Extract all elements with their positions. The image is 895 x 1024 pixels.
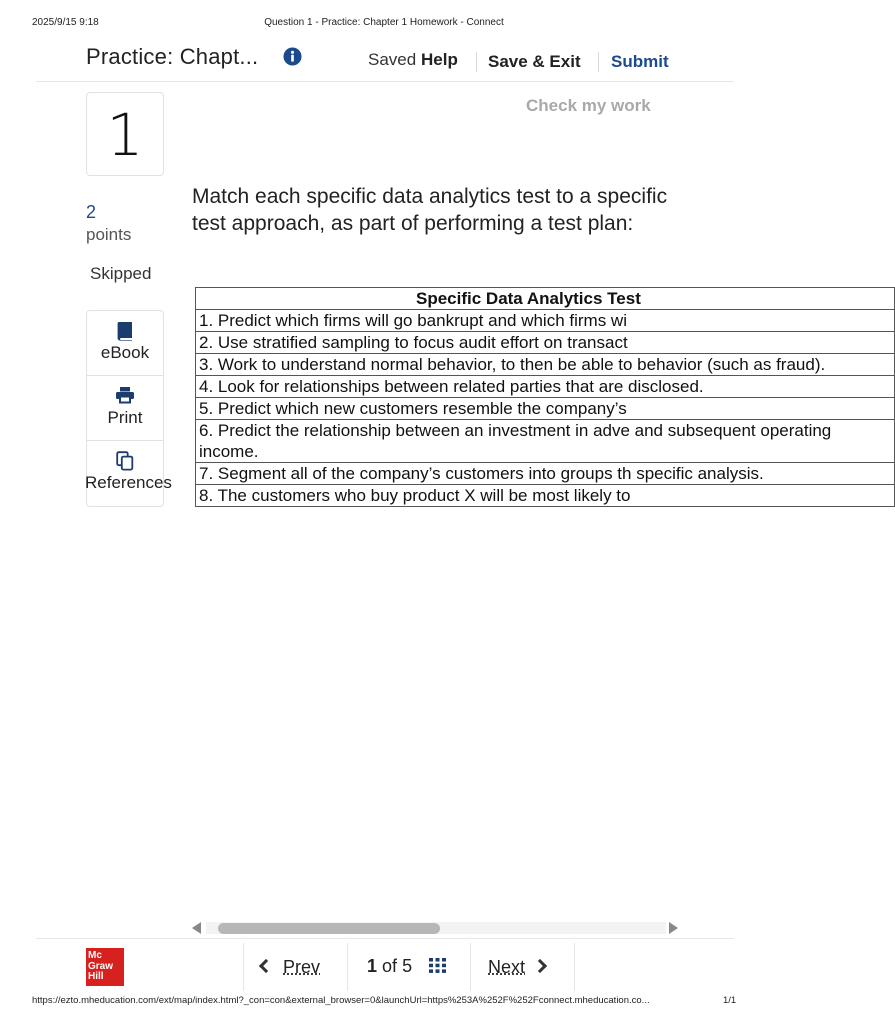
current-page: 1 xyxy=(367,956,378,976)
divider xyxy=(243,943,244,991)
question-tools xyxy=(85,310,172,507)
prev-label: Prev xyxy=(283,957,321,977)
table-cell: 3. Work to understand normal behavior, to then be able to behavior (such as fraud). xyxy=(196,354,895,376)
analytics-tests-table xyxy=(195,287,895,507)
info-icon[interactable] xyxy=(283,47,302,66)
table-cell: 4. Look for relationships between related parties that are disclosed. xyxy=(196,376,895,398)
footer-nav xyxy=(36,938,734,994)
total-pages: 5 xyxy=(402,956,413,976)
question-prompt: Match each specific data analytics test to a specific test approach, as part of performing a test plan: xyxy=(192,185,668,235)
table-cell: 6. Predict the relationship between an investment in adve and subsequent operating income. xyxy=(196,420,895,463)
print-url: https://ezto.mheducation.com/ext/map/index.html?_con=con&external_browser=0&launchUrl=https%253A%252F%252Fconnect.mheducation.co... xyxy=(32,995,650,1006)
references-button[interactable] xyxy=(85,441,172,506)
print-doc-title: Question 1 - Practice: Chapter 1 Homework - Connect xyxy=(264,17,504,28)
table-row xyxy=(196,420,895,463)
help-label: Help xyxy=(421,50,458,69)
scroll-right-arrow[interactable] xyxy=(669,922,678,934)
table-header: Specific Data Analytics Test xyxy=(196,288,895,310)
print-datetime: ‫9:18 2025/9/15 xyxy=(32,17,99,28)
print-footer xyxy=(0,995,768,1009)
table-row xyxy=(196,310,895,332)
divider xyxy=(574,943,575,991)
check-my-work-button[interactable]: Check my work xyxy=(526,96,651,115)
divider xyxy=(347,943,348,991)
table-cell: 8. The customers who buy product X will be most likely to xyxy=(196,485,895,507)
references-label: References xyxy=(85,473,172,492)
horizontal-scrollbar[interactable] xyxy=(190,918,682,938)
print-label: Print xyxy=(107,408,143,427)
ebook-button[interactable] xyxy=(87,311,163,376)
divider xyxy=(598,52,599,72)
chevron-left-icon xyxy=(259,959,273,973)
question-pager xyxy=(243,943,575,991)
divider xyxy=(476,52,477,72)
table-scroll-area[interactable] xyxy=(195,287,832,557)
table-cell: 7. Segment all of the company’s customers into groups th specific analysis. xyxy=(196,463,895,485)
mcgraw-hill-logo: Mc Graw Hill xyxy=(86,948,124,986)
page-indicator[interactable] xyxy=(367,956,446,977)
chevron-right-icon xyxy=(533,959,547,973)
table-header-row xyxy=(196,288,895,310)
table-row xyxy=(196,354,895,376)
scrollbar-thumb[interactable] xyxy=(218,923,440,934)
question-status: Skipped xyxy=(90,264,152,283)
points-value: 2 xyxy=(86,202,97,222)
table-cell: 5. Predict which new customers resemble the company’s xyxy=(196,398,895,420)
scroll-left-arrow[interactable] xyxy=(192,922,201,934)
saved-status: Saved xyxy=(368,50,417,69)
table-row xyxy=(196,332,895,354)
table-row xyxy=(196,485,895,507)
table-row xyxy=(196,463,895,485)
copy-icon xyxy=(116,451,134,471)
table-row xyxy=(196,376,895,398)
next-button[interactable] xyxy=(488,957,545,978)
book-icon xyxy=(116,321,134,341)
divider xyxy=(470,943,471,991)
submit-button[interactable]: Submit xyxy=(611,52,669,71)
question-number: 1 xyxy=(86,92,164,176)
prev-button[interactable] xyxy=(261,957,320,978)
help-button[interactable] xyxy=(421,44,467,76)
grid-icon[interactable] xyxy=(429,958,446,973)
assignment-title: Practice: Chapt... xyxy=(86,44,259,69)
assignment-header xyxy=(36,40,734,82)
table-cell: 1. Predict which firms will go bankrupt and which firms wi xyxy=(196,310,895,332)
save-exit-button[interactable]: Save & Exit xyxy=(488,52,581,71)
next-label: Next xyxy=(488,957,526,977)
ebook-label: eBook xyxy=(100,343,150,362)
print-page-number: 1/1 xyxy=(723,995,737,1006)
of-label: of xyxy=(382,956,398,976)
table-cell: 2. Use stratified sampling to focus audit effort on transact xyxy=(196,332,895,354)
print-header xyxy=(0,17,768,31)
table-row xyxy=(196,398,895,420)
printer-icon xyxy=(115,386,135,404)
points-label: points xyxy=(86,225,132,244)
print-button[interactable] xyxy=(87,376,163,441)
